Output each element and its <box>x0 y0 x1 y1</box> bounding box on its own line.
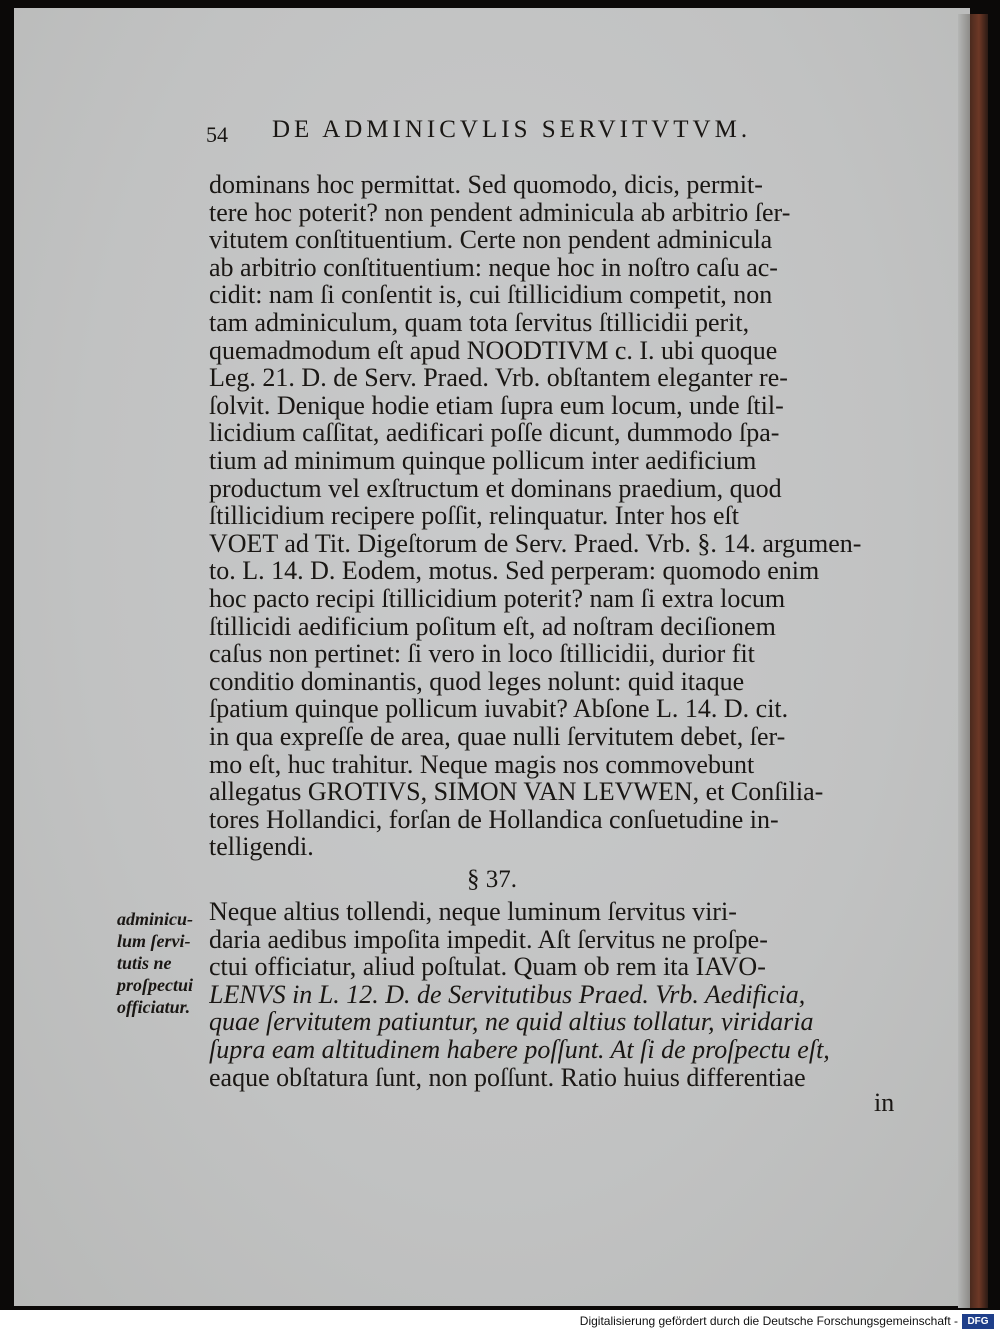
body-line: productum vel exſtructum et dominans praedium, quod <box>209 474 782 503</box>
body-line: hoc pacto recipi ſtillicidium poterit? nam ſi extra locum <box>209 585 786 613</box>
body-line: tere hoc poterit? non pendent adminicula ab arbitrio ſer- <box>209 198 791 227</box>
body-line: conditio dominantis, quod leges nolunt: quid itaque <box>209 667 745 696</box>
catchword: in <box>874 1088 895 1117</box>
margin-note-line: lum ſervi- <box>117 931 191 951</box>
body-line: ab arbitrio conſtituentium: neque hoc in noſtro caſu ac- <box>209 253 778 282</box>
body-line: mo eſt, huc trahitur. Neque magis nos commovebunt <box>209 750 755 779</box>
book-page <box>14 8 970 1306</box>
footer-bar <box>0 1310 1000 1334</box>
body-line: allegatus GROTIVS, SIMON VAN LEVWEN, et Conſilia- <box>209 778 824 807</box>
body-line: VOET ad Tit. Digeſtorum de Serv. Praed. Vrb. §. 14. argumen- <box>209 529 862 558</box>
section-line: daria aedibus impoſita impedit. Aſt ſervitus ne proſpe- <box>209 925 768 954</box>
body-line: in qua expreſſe de area, quae nulli ſervitutem debet, ſer- <box>209 723 786 751</box>
body-line: caſus non pertinet: ſi vero in loco ſtillicidii, durior fit <box>209 640 755 669</box>
page-edge <box>958 14 970 1308</box>
body-line: to. L. 14. D. Eodem, motus. Sed perperam: quomodo enim <box>209 557 820 586</box>
body-line: telligendi. <box>209 833 314 862</box>
section-line: LENVS in L. 12. D. de Servitutibus Praed. Vrb. Aedificia, <box>209 980 806 1009</box>
body-line: cidit: nam ſi conſentit is, cui ſtillicidium competit, non <box>209 281 773 310</box>
body-line: licidium caſſitat, aedificari poſſe dicunt, dummodo ſpa- <box>209 419 780 448</box>
footer-credit: Digitalisierung gefördert durch die Deutsche Forschungsgemeinschaft - <box>579 1314 958 1328</box>
body-line: tium ad minimum quinque pollicum inter aedificium <box>209 447 757 475</box>
margin-note <box>117 908 227 1018</box>
body-line: tores Hollandici, forſan de Hollandica conſuetudine in- <box>209 805 779 834</box>
body-line: Leg. 21. D. de Serv. Praed. Vrb. obſtantem eleganter re- <box>209 364 788 393</box>
body-line: ſtillicidium recipere poſſit, relinquatur. Inter hos eſt <box>209 502 739 531</box>
margin-note-line: tutis ne <box>117 953 172 973</box>
body-line: ſpatium quinque pollicum iuvabit? Abſone L. 14. D. cit. <box>209 695 789 724</box>
book-binding-edge <box>970 14 988 1308</box>
body-line: vitutem conſtituentium. Certe non pendent adminicula <box>209 226 773 255</box>
section-line: quae ſervitutem patiuntur, ne quid altius tollatur, viridaria <box>209 1008 814 1037</box>
section-line: Neque altius tollendi, neque luminum ſervitus viri- <box>209 898 737 926</box>
body-line: tam adminiculum, quam tota ſervitus ſtillicidii perit, <box>209 309 750 337</box>
section-line: ctui officiatur, aliud poſtulat. Quam ob rem ita IAVO- <box>209 953 766 982</box>
margin-note-line: adminicu- <box>117 909 194 929</box>
body-line: ſolvit. Denique hodie etiam ſupra eum locum, unde ſtil- <box>209 391 784 420</box>
page-number: 54 <box>206 122 228 147</box>
section-line: ſupra eam altitudinem habere poſſunt. At ſi de proſpectu eſt, <box>209 1036 830 1064</box>
body-line: quemadmodum eſt apud NOODTIVM c. I. ubi quoque <box>209 336 778 365</box>
margin-note-line: proſpectui <box>117 975 193 995</box>
body-line: dominans hoc permittat. Sed quomodo, dicis, permit- <box>209 171 763 199</box>
running-title: DE ADMINICVLIS SERVITVTVM. <box>272 116 752 143</box>
section-line: eaque obſtatura ſunt, non poſſunt. Ratio huius differentiae <box>209 1063 806 1092</box>
dfg-logo: DFG <box>962 1314 994 1329</box>
margin-note-line: officiatur. <box>117 997 191 1017</box>
section-heading: § 37. <box>467 866 517 893</box>
body-line: ſtillicidi aedificium poſitum eſt, ad noſtram deciſionem <box>209 612 776 641</box>
